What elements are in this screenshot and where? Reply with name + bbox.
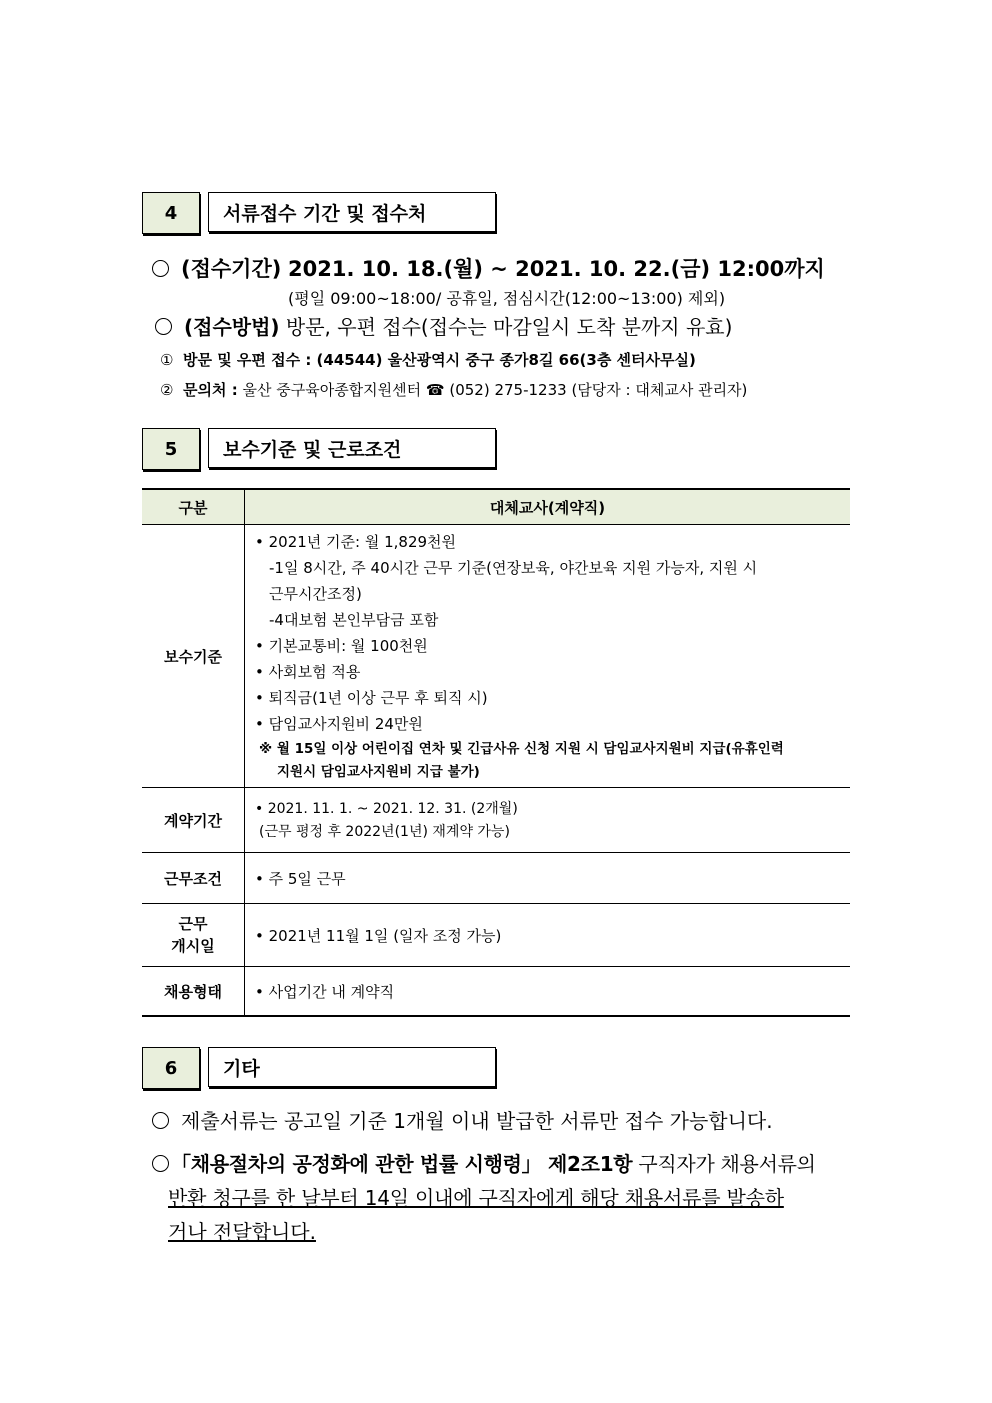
address-item: ① 방문 및 우편 접수 : (44544) 울산광역시 중구 종가8길 66(3층 센터사무실) bbox=[160, 351, 696, 369]
contact-item: ② 문의처 : 울산 중구육아종합지원센터 ☎ (052) 275-1233 (담당자 : 대체교사 관리자) bbox=[160, 381, 748, 399]
circle-bullet-icon bbox=[152, 260, 169, 277]
pay-note-cont: 지원시 담임교사지원비 지급 불가) bbox=[277, 764, 480, 780]
section-number: 4 bbox=[142, 192, 200, 234]
header-substitute-teacher: 대체교사(계약직) bbox=[245, 489, 851, 525]
type-value: • 사업기간 내 계약직 bbox=[245, 967, 851, 1017]
circle-bullet-icon bbox=[152, 1155, 169, 1172]
circle-bullet-icon bbox=[155, 318, 172, 335]
start-value: • 2021년 11월 1일 (일자 조정 가능) bbox=[245, 904, 851, 967]
section-title: 기타 bbox=[208, 1047, 496, 1087]
table-row bbox=[142, 853, 850, 904]
section-number: 5 bbox=[142, 428, 200, 470]
row-label-contract: 계약기간 bbox=[142, 788, 245, 853]
table-row bbox=[142, 967, 850, 1017]
contract-details: • 2021. 11. 1. ~ 2021. 12. 31. (2개월) (근무 평정 후 2022년(1년) 재계약 가능) bbox=[245, 788, 851, 853]
period-line: (접수기간) 2021. 10. 18.(월) ~ 2021. 10. 22.(금) 12:00까지 bbox=[152, 253, 825, 283]
table-row bbox=[142, 525, 850, 788]
section-4-header bbox=[142, 192, 498, 234]
table-header-row bbox=[142, 489, 850, 525]
section-title: 보수기준 및 근로조건 bbox=[208, 428, 496, 468]
section-number: 6 bbox=[142, 1047, 200, 1089]
etc-line-4: 거나 전달합니다. bbox=[168, 1220, 316, 1244]
table-row bbox=[142, 788, 850, 853]
pay-conditions-table bbox=[142, 488, 850, 1017]
table-row bbox=[142, 904, 850, 967]
section-title: 서류접수 기간 및 접수처 bbox=[208, 192, 496, 232]
row-label-start: 근무 개시일 bbox=[142, 904, 245, 967]
row-label-work: 근무조건 bbox=[142, 853, 245, 904]
header-category: 구분 bbox=[142, 489, 245, 525]
row-label-type: 채용형태 bbox=[142, 967, 245, 1017]
etc-line-3: 반환 청구를 한 날부터 14일 이내에 구직자에게 해당 채용서류를 발송하 bbox=[168, 1186, 784, 1210]
period-note: (평일 09:00~18:00/ 공휴일, 점심시간(12:00~13:00) 제외) bbox=[288, 289, 726, 308]
etc-line-1: 제출서류는 공고일 기준 1개월 이내 발급한 서류만 접수 가능합니다. bbox=[152, 1105, 773, 1134]
circle-bullet-icon bbox=[152, 1112, 169, 1129]
section-6-header bbox=[142, 1047, 498, 1089]
method-line: (접수방법) 방문, 우편 접수(접수는 마감일시 도착 분까지 유효) bbox=[155, 311, 732, 340]
pay-details: • 2021년 기준: 월 1,829천원 -1일 8시간, 주 40시간 근무 기준(연장보육, 야간보육 지원 가능자, 지원 시 근무시간조정) -4대보험 본인부담금 포함 • 기본교통비: 월 100천원 • 사회보험 적용 • 퇴직금(1년 이상 근무 후 퇴직 시) • 담임교사지원비 24만원 ※ 월 15일 이상 어린이집 연차 및 긴급사유 신청 지원 시 담임교사지원비 지급(유휴인력 지원시 담임교사지원비 지급 불가) bbox=[245, 525, 851, 788]
etc-line-2: 「채용절차의 공정화에 관한 법률 시행령」 제2조1항 구직자가 채용서류의 bbox=[152, 1148, 816, 1177]
row-label-pay: 보수기준 bbox=[142, 525, 245, 788]
pay-note: ※ 월 15일 이상 어린이집 연차 및 긴급사유 신청 지원 시 담임교사지원비 지급(유휴인력 bbox=[259, 741, 784, 757]
section-5-header bbox=[142, 428, 498, 470]
work-value: • 주 5일 근무 bbox=[245, 853, 851, 904]
